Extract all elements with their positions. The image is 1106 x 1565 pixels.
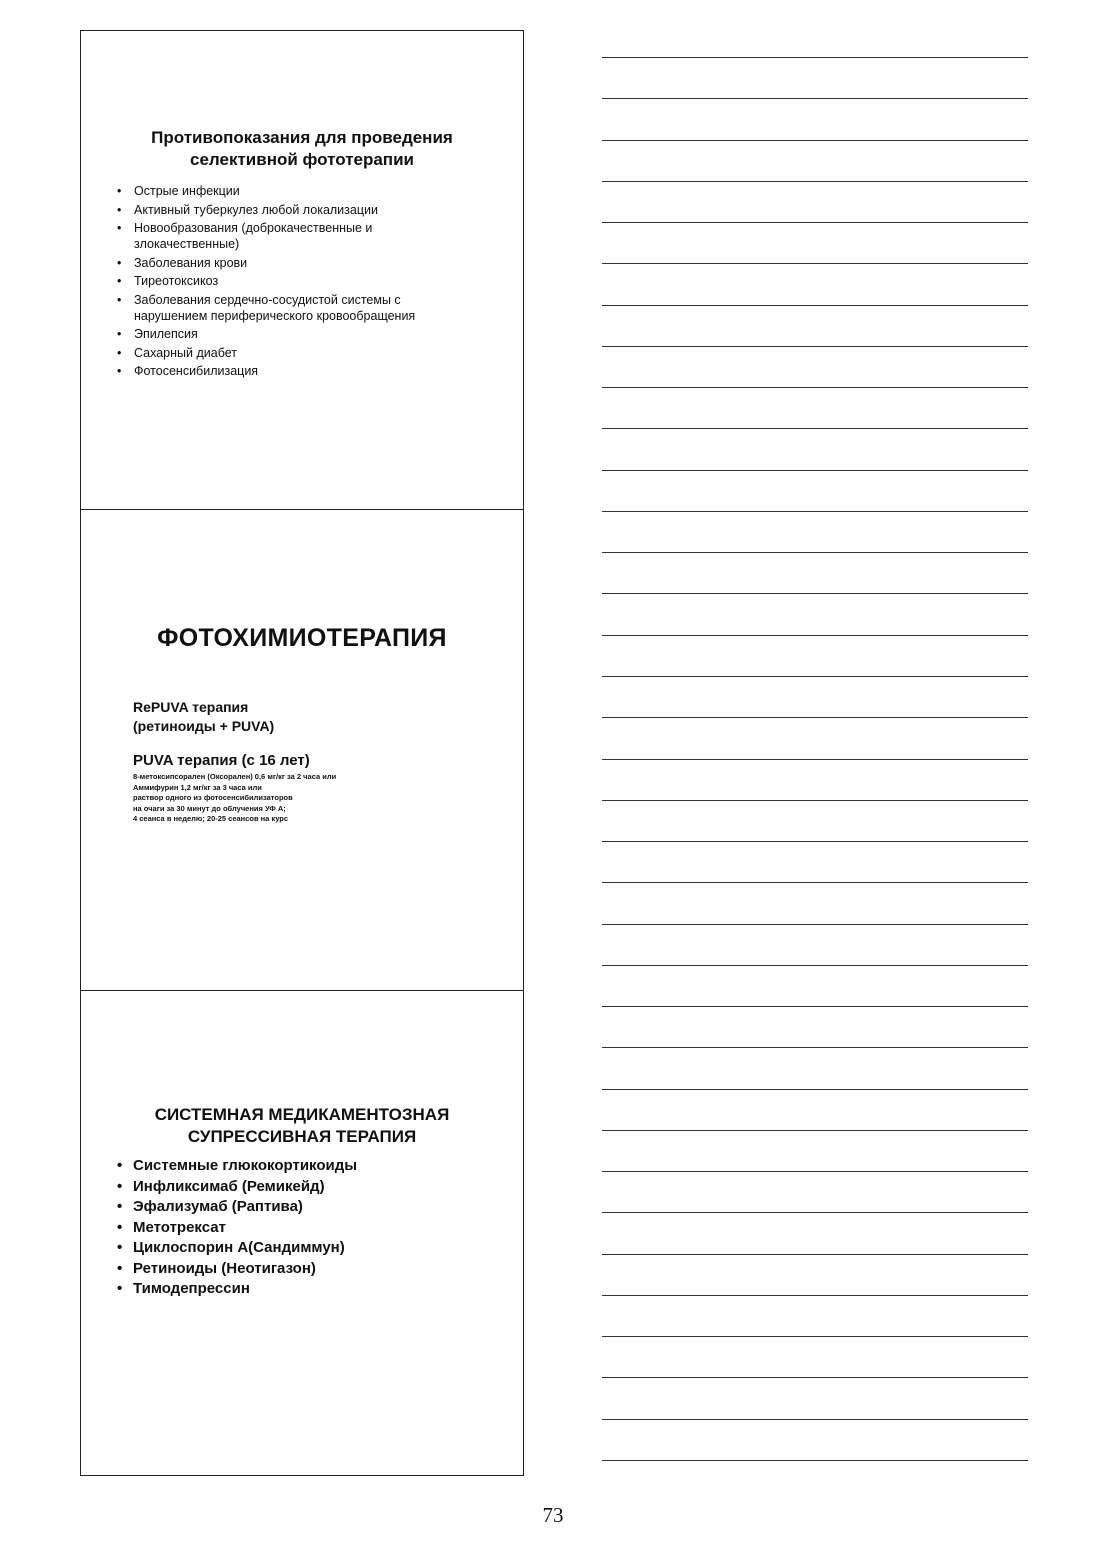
note-line [602,1336,1028,1337]
list-item: • Эфализумаб (Раптива) [117,1197,447,1218]
title-line: селективной фототерапии [190,150,414,169]
note-line [602,1254,1028,1255]
list-item: • Циклоспорин А(Сандиммун) [117,1238,447,1259]
puva-line: 4 сеанса в неделю; 20-25 сеансов на курс [133,814,289,823]
note-line [602,1089,1028,1090]
list-item: • Активный туберкулез любой локализации [117,202,417,218]
list-item: • Сахарный диабет [117,345,417,361]
list-item: • Ретиноиды (Неотигазон) [117,1259,447,1280]
list-item: • Тимодепрессин [117,1279,447,1300]
list-item: • Заболевания сердечно-сосудистой системы с нарушением периферического кровообращения [117,292,417,324]
note-line [602,1419,1028,1420]
list-item: • Инфликсимаб (Ремикейд) [117,1177,447,1198]
list-item: • Тиреотоксикоз [117,273,417,289]
note-line [602,98,1028,99]
note-line [602,1047,1028,1048]
note-line [602,57,1028,58]
title-line: СУПРЕССИВНАЯ ТЕРАПИЯ [187,1127,417,1146]
list-item: • Новообразования (доброкачественные и злокачественные) [117,220,417,252]
notes-lines [602,0,1028,1500]
repuva-line: (ретиноиды + PUVA) [133,718,275,734]
slide-contraindications [81,31,523,509]
note-line [602,305,1028,306]
note-line [602,759,1028,760]
list-item: • Заболевания крови [117,255,417,271]
slides-column [80,30,524,1476]
list-item: • Острые инфекции [117,183,417,199]
note-line [602,800,1028,801]
puva-line: Аммифурин 1,2 мг/кг за 3 часа или [133,782,262,792]
note-line [602,1130,1028,1131]
note-line [602,1171,1028,1172]
slide-systemic-therapy [81,990,523,1477]
note-line [602,882,1028,883]
puva-line: на очаги за 30 минут до облучения УФ А; [133,803,286,813]
repuva-line: RePUVA терапия [133,699,249,715]
note-line [602,140,1028,141]
slide-title: ФОТОХИМИОТЕРАПИЯ [157,624,447,652]
title-line: СИСТЕМНАЯ МЕДИКАМЕНТОЗНАЯ [154,1105,450,1124]
slide-title [81,127,523,171]
repuva-block [133,698,274,736]
contraindications-list [117,183,417,382]
systemic-therapy-list [117,1156,447,1300]
note-line [602,511,1028,512]
note-line [602,552,1028,553]
slide-title [81,1104,523,1148]
puva-heading: PUVA терапия (с 16 лет) [133,752,310,769]
note-line [602,1295,1028,1296]
note-line [602,717,1028,718]
note-line [602,222,1028,223]
list-item: • Метотрексат [117,1218,447,1239]
title-line: Противопоказания для проведения [151,128,453,147]
puva-line: 8-метоксипсорален (Оксорален) 0,6 мг/кг за 2 часа или [133,772,337,781]
note-line [602,1006,1028,1007]
note-line [602,593,1028,594]
note-line [602,346,1028,347]
note-line [602,263,1028,264]
note-line [602,1460,1028,1461]
note-line [602,676,1028,677]
puva-description [133,772,433,825]
note-line [602,841,1028,842]
list-item: • Эпилепсия [117,326,417,342]
note-line [602,428,1028,429]
note-line [602,470,1028,471]
note-line [602,965,1028,966]
note-line [602,635,1028,636]
puva-line: раствор одного из фотосенсибилизаторов [133,793,293,802]
list-item: • Фотосенсибилизация [117,363,417,379]
note-line [602,924,1028,925]
list-item: • Системные глюкокортикоиды [117,1156,447,1177]
page-number: 73 [542,1503,564,1527]
note-line [602,387,1028,388]
note-line [602,181,1028,182]
note-line [602,1377,1028,1378]
note-line [602,1212,1028,1213]
slide-photochemotherapy [81,509,523,990]
